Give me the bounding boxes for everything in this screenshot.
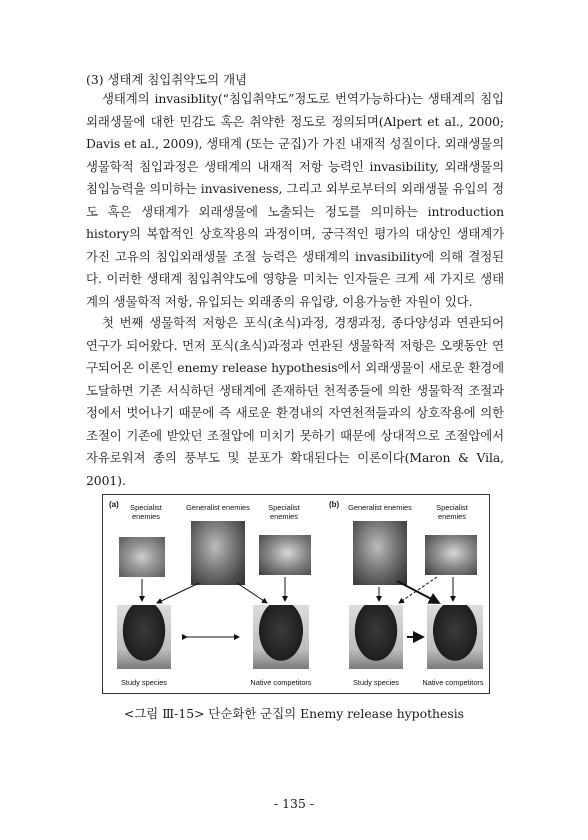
section-title: (3) 생태계 침입취약도의 개념 — [86, 72, 248, 87]
page-number: - 135 - — [274, 796, 314, 811]
panel-a-specialist-right-label: Specialist enemies — [268, 503, 300, 521]
panel-a-specialist-left-label: Specialist enemies — [130, 503, 162, 521]
panel-b-generalist-label: Generalist enemies — [348, 503, 412, 512]
panel-a-generalist-to-study-arrow — [157, 583, 199, 603]
panel-b-specialist-label: Specialist enemies — [436, 503, 468, 521]
panel-a-study-species-label: Study species — [120, 678, 167, 687]
panel-a-native-competitors-label: Native competitors — [250, 678, 312, 687]
figure-caption: <그림 Ⅲ-15> 단순화한 군집의 Enemy release hypothesis — [123, 706, 465, 721]
panel-a-letter: (a) — [109, 500, 119, 509]
enemy-release-figure — [102, 494, 490, 694]
panel-b-study-species-label: Study species — [352, 678, 399, 687]
interaction-arrows — [103, 495, 489, 693]
panel-a-generalist-to-native-arrow — [237, 583, 267, 603]
panel-a-generalist-label: Generalist enemies — [186, 503, 250, 512]
body-paragraph-2: 첫 번째 생물학적 저항은 포식(초식)과정, 경쟁과정, 종다양성과 연관되어 연구가 되어왔다. 먼저 포식(초식)과정과 연관된 생물학적 저항은 오랫동안 연구되어온 이론인 enemy release hypothesis에서 외래생물이 새로운 환경에 도달하면 기존 서식하던 생태계에 존재하던 천적종들에 의한 생물학적 조절과정에서 벗어나기 때문에 즉 새로운 환경내의 자연천적들과의 상호작용에 의한 조절이 기존에 받았던 조절압에 미치기 못하기 때문에 상대적으로 조절압에서 자유로워져 종의 풍부도 및 분포가 확대된다는 이론이다(Maron & Vila, 2001). — [86, 315, 504, 488]
panel-b-native-competitors-label: Native competitors — [422, 678, 484, 687]
body-paragraph-1: 생태계의 invasiblity(“침입취약도”정도로 번역가능하다)는 생태계의 침입외래생물에 대한 민감도 혹은 취약한 정도로 정의되며(Alpert et al., 2000; Davis et al., 2009), 생태계 (또는 군집)가 가진 내재적 성질이다. 외래생물의 생물학적 침입과정은 생태계의 내재적 저항 능력인 invasibility, 외래생물의 침입능력을 의미하는 invasiveness, 그리고 외부로부터의 외래생물 유입의 정도 혹은 생태계가 외래생물에 노출되는 정도를 의미하는 introduction history의 복합적인 상호작용의 과정이며, 궁극적인 평가의 대상인 생태계가 가진 고유의 침입외래생물 조절 능력은 생태계의 invasibility에 의해 결정된다. 이러한 생태계 침입취약도에 영향을 미치는 인자들은 크게 세 가지로 생태계의 생물학적 저항, 유입되는 외래종의 유입량, 이용가능한 자원이 있다. — [86, 91, 504, 309]
panel-b-letter: (b) — [329, 500, 340, 509]
